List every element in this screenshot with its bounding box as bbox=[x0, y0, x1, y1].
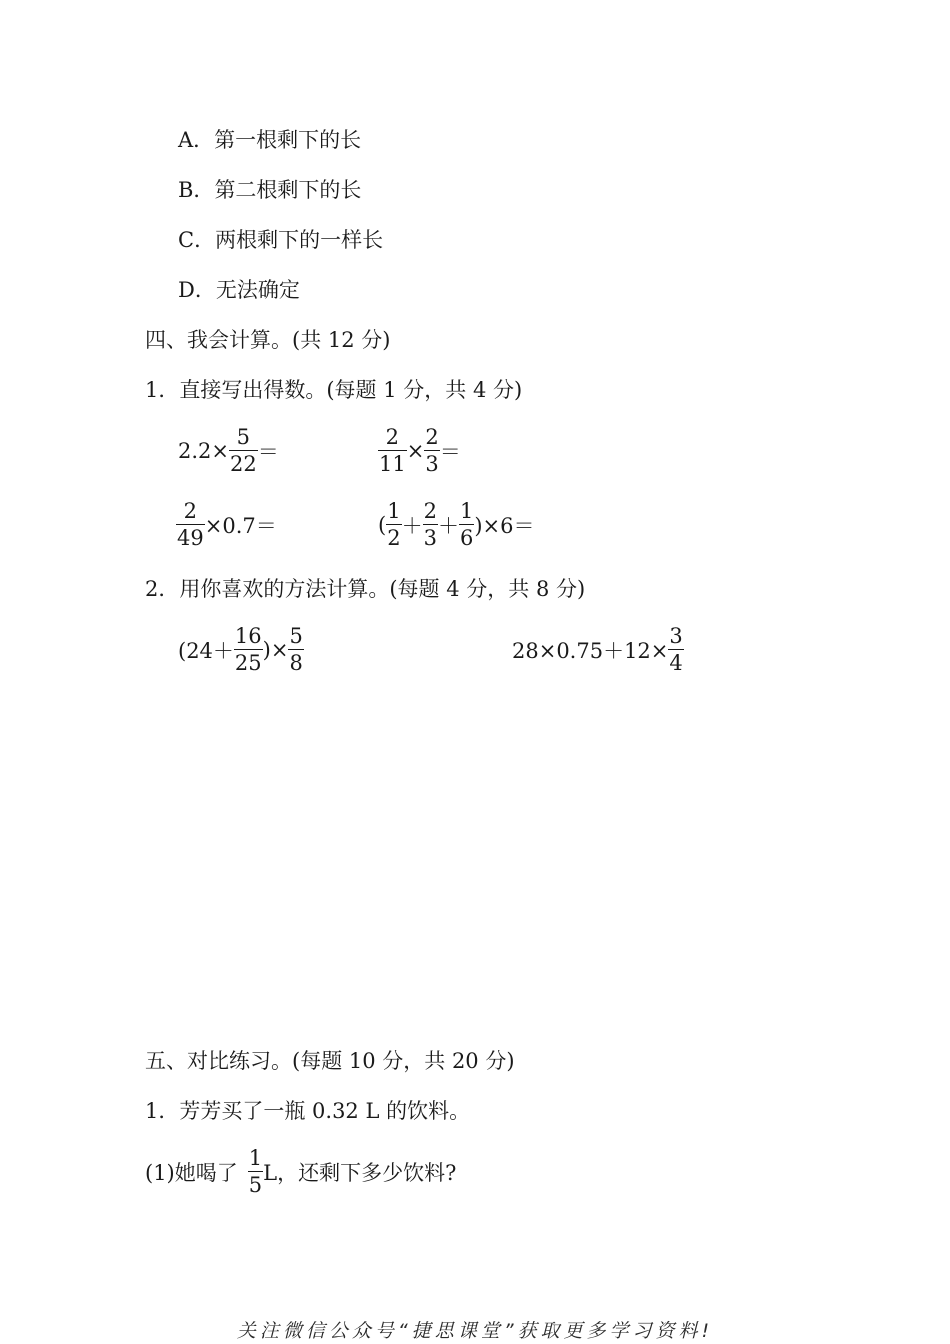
expression-1: 2.2× $\frac{5}{22}$ ＝ bbox=[178, 425, 279, 476]
choice-text: 第二根剩下的长 bbox=[214, 178, 362, 202]
choice-text: 无法确定 bbox=[215, 278, 300, 302]
fraction: $\frac{1}{2}$ bbox=[387, 499, 401, 550]
choice-letter: D． bbox=[178, 278, 216, 302]
fraction: $\frac{2}{11}$ bbox=[379, 425, 406, 476]
fraction: $\frac{2}{3}$ bbox=[423, 499, 437, 550]
question-5-1-1: (1)她喝了 $\frac{1}{5}$ L，还剩下多少饮料? bbox=[145, 1146, 457, 1197]
choice-letter: C． bbox=[178, 228, 216, 252]
choice-letter: A． bbox=[178, 128, 215, 152]
section-5-title: 五、对比练习。(每题 10 分，共 20 分) bbox=[145, 1049, 515, 1073]
question-4-2: 2．用你喜欢的方法计算。(每题 4 分，共 8 分) bbox=[145, 577, 586, 601]
expression-2: $\frac{2}{11}$ × $\frac{2}{3}$ ＝ bbox=[379, 425, 461, 476]
fraction: $\frac{3}{4}$ bbox=[669, 624, 683, 675]
choice-b bbox=[178, 175, 361, 205]
fraction: $\frac{1}{5}$ bbox=[248, 1146, 263, 1197]
question-5-1: 1．芳芳买了一瓶 0.32 L 的饮料。 bbox=[145, 1099, 471, 1123]
fraction: $\frac{2}{3}$ bbox=[425, 425, 439, 476]
choice-letter: B． bbox=[178, 178, 215, 202]
expression-6: 28×0.75＋12× $\frac{3}{4}$ bbox=[512, 624, 683, 675]
section-4-title: 四、我会计算。(共 12 分) bbox=[145, 328, 391, 352]
footer-note: 关注微信公众号“捷思课堂”获取更多学习资料! bbox=[236, 1320, 714, 1342]
fraction: $\frac{16}{25}$ bbox=[234, 624, 262, 675]
fraction: $\frac{5}{22}$ bbox=[230, 425, 257, 476]
choice-a bbox=[178, 125, 361, 155]
choice-c bbox=[178, 225, 383, 255]
expression-3: $\frac{2}{49}$ ×0.7＝ bbox=[177, 499, 277, 550]
choice-d bbox=[178, 275, 300, 305]
expression-5: (24＋ $\frac{16}{25}$ )× $\frac{5}{8}$ bbox=[178, 624, 303, 675]
choice-text: 第一根剩下的长 bbox=[214, 128, 362, 152]
fraction: $\frac{2}{49}$ bbox=[177, 499, 204, 550]
fraction: $\frac{5}{8}$ bbox=[289, 624, 303, 675]
choice-text: 两根剩下的一样长 bbox=[215, 228, 384, 252]
question-4-1: 1．直接写出得数。(每题 1 分，共 4 分) bbox=[145, 378, 523, 402]
fraction: $\frac{1}{6}$ bbox=[459, 499, 474, 550]
expression-4: ( $\frac{1}{2}$ ＋ $\frac{2}{3}$ ＋ $\frac{1}{6}$ )×6＝ bbox=[378, 499, 535, 550]
